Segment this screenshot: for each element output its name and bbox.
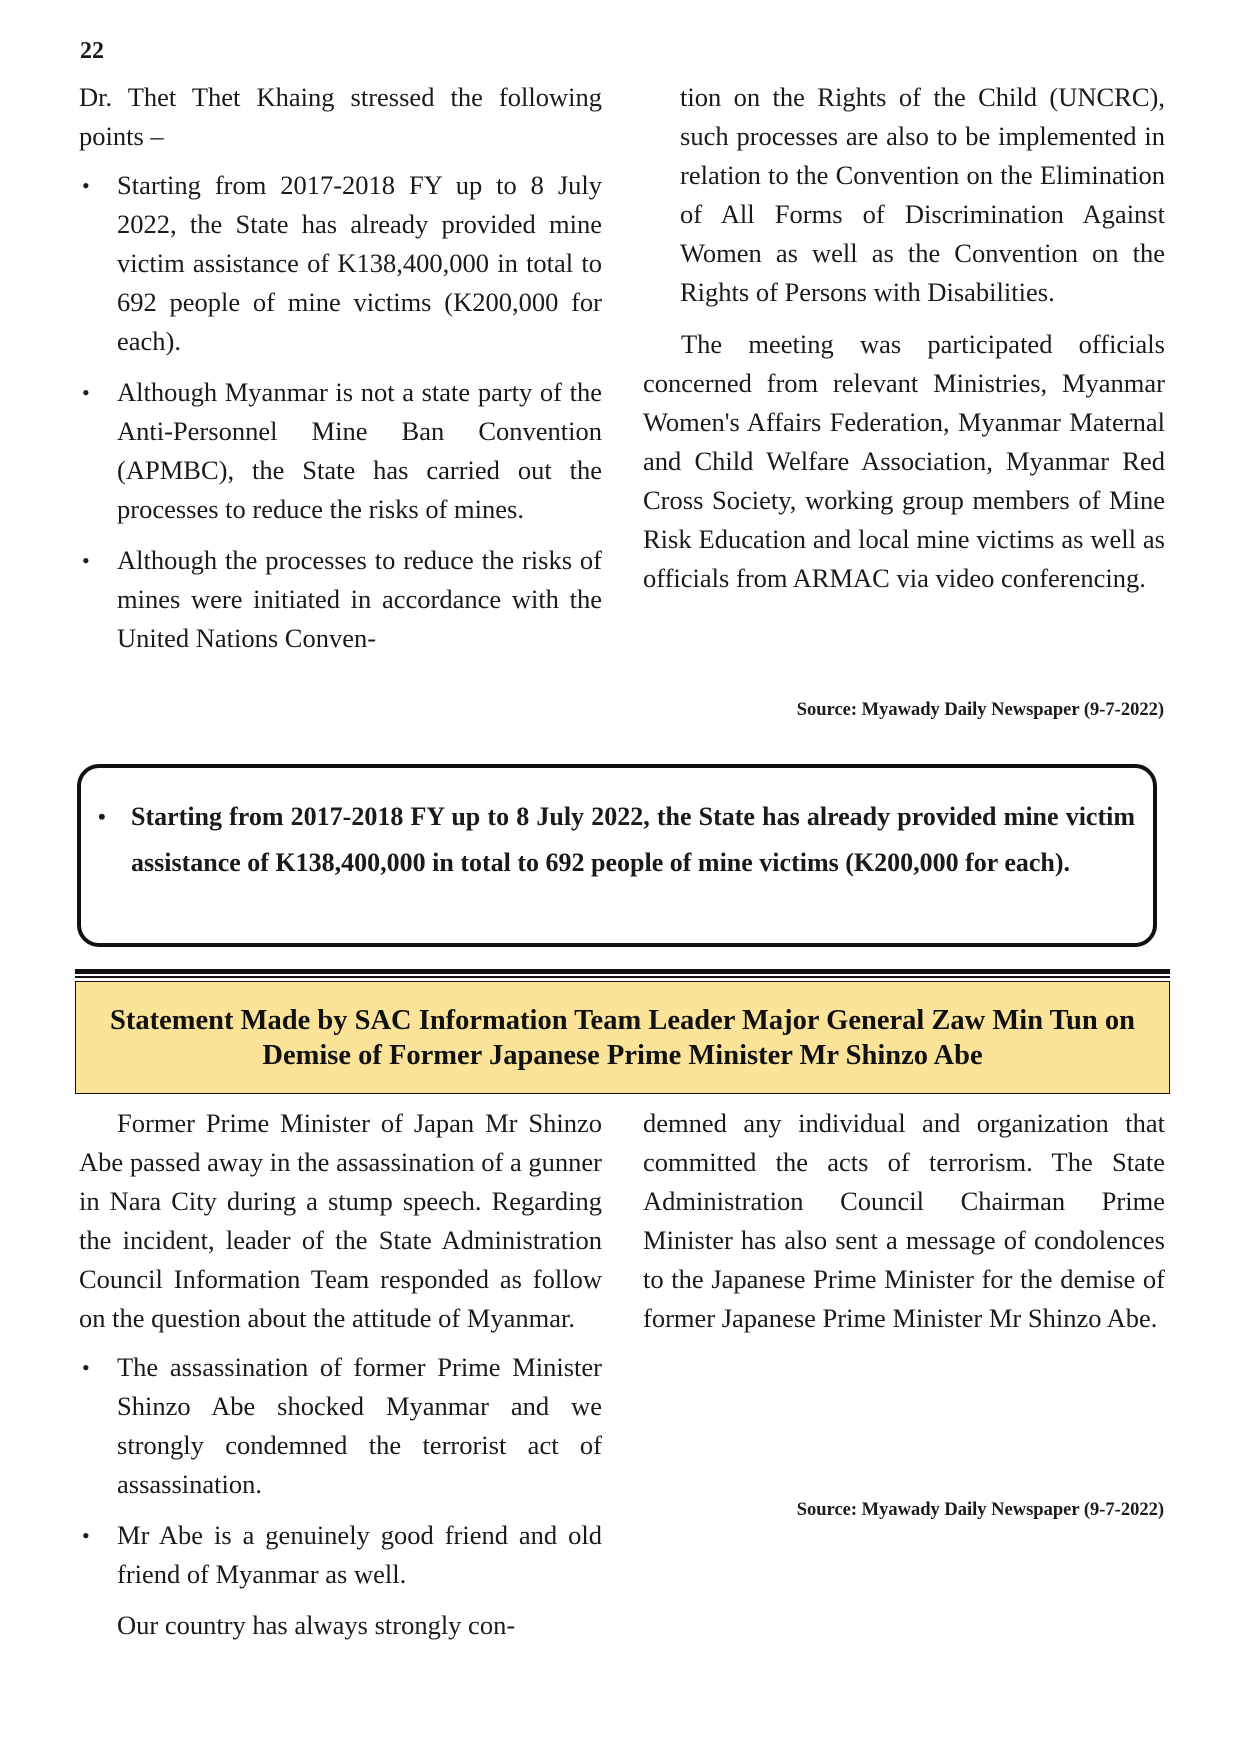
- bullet-icon: •: [82, 548, 90, 573]
- section2-left-column: [79, 1104, 602, 1645]
- bullet-item: [79, 1348, 602, 1504]
- section2-closing-start: Our country has always strongly con-: [117, 1610, 516, 1640]
- bullet-continuation: tion on the Rights of the Child (UNCRC), such processes are also to be implemented in relation to the Convention on the Elimination of All Forms of Discrimination Against Women as well as the Convention on the Rights of Persons with Disabilities.: [680, 82, 1165, 307]
- bullet-text: The assassination of former Prime Minister Shinzo Abe shocked Myanmar and we strongly condemned the terrorist act of assassination.: [117, 1352, 602, 1499]
- highlight-box: [77, 764, 1157, 947]
- bullet-item: [79, 541, 602, 658]
- article-headline: Statement Made by SAC Information Team Leader Major General Zaw Min Tun on Demise of Former Japanese Prime Minister Mr Shinzo Abe: [75, 981, 1170, 1094]
- divider-rule: [75, 969, 1170, 974]
- section2-bullet-list: [79, 1348, 602, 1594]
- section1-bullet-list: [79, 166, 602, 658]
- bullet-icon: •: [98, 804, 106, 829]
- bullet-text: Starting from 2017-2018 FY up to 8 July 2022, the State has already provided mine victim assistance of K138,400,000 in total to 692 people of mine victims (K200,000 for each).: [117, 170, 602, 356]
- section1-closing-paragraph: The meeting was participated officials concerned from relevant Ministries, Myanmar Women's Affairs Federation, Myanmar Maternal and Child Welfare Association, Myanmar Red Cross Society, working group members of Mine Risk Education and local mine victims as well as officials from ARMAC via video conferencing.: [643, 329, 1165, 593]
- source-citation: Source: Myawady Daily Newspaper (9-7-2022): [796, 1500, 1164, 1520]
- bullet-icon: •: [82, 173, 90, 198]
- bullet-text: Mr Abe is a genuinely good friend and old friend of Myanmar as well.: [117, 1520, 602, 1589]
- section1-left-column: [79, 78, 602, 670]
- source-citation: Source: Myawady Daily Newspaper (9-7-2022): [796, 700, 1164, 720]
- bullet-text: Although Myanmar is not a state party of the Anti-Personnel Mine Ban Convention (APMBC), the State has carried out the processes to reduce the risks of mines.: [117, 377, 602, 524]
- bullet-text: Although the processes to reduce the risks of mines were initiated in accordance with the United Nations Conven-: [117, 545, 602, 653]
- section2-right-column: [643, 1104, 1165, 1338]
- page-number: 22: [80, 38, 104, 64]
- section1-right-column: [643, 78, 1165, 598]
- bullet-item: [79, 1516, 602, 1594]
- bullet-icon: •: [82, 1523, 90, 1548]
- bullet-item: [79, 373, 602, 529]
- bullet-item: [79, 166, 602, 361]
- section2-intro: Former Prime Minister of Japan Mr Shinzo Abe passed away in the assassination of a gunner in Nara City during a stump speech. Regarding the incident, leader of the State Administration Council Information Team responded as follow on the question about the attitude of Myanmar.: [79, 1108, 602, 1333]
- section1-intro: Dr. Thet Thet Khaing stressed the following points –: [79, 82, 602, 151]
- divider-rule-thin: [75, 976, 1170, 978]
- bullet-icon: •: [82, 380, 90, 405]
- bullet-icon: •: [82, 1355, 90, 1380]
- highlight-text: Starting from 2017-2018 FY up to 8 July 2022, the State has already provided mine victim assistance of K138,400,000 in total to 692 people of mine victims (K200,000 for each).: [131, 802, 1135, 877]
- section2-closing-continuation: demned any individual and organization that committed the acts of terrorism. The State Administration Council Chairman Prime Minister has also sent a message of condolences to the Japanese Prime Minister for the demise of former Japanese Prime Minister Mr Shinzo Abe.: [643, 1108, 1165, 1333]
